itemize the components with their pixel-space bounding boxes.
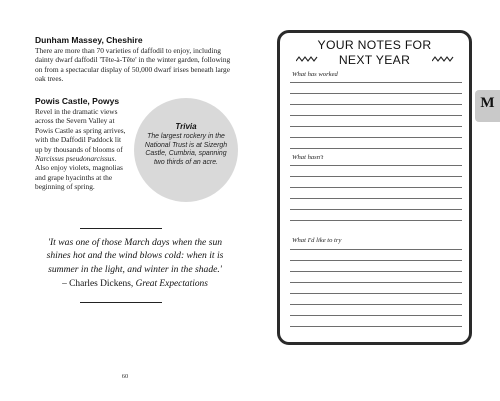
powis-text-part1: Revel in the dramatic views across the Severn Valley at Powis Castle as spring arrives, with the Daffodil Paddock lit up by thousands of blooms of bbox=[35, 107, 126, 154]
note-line bbox=[290, 209, 462, 210]
notes-heading-line-1: YOUR NOTES FOR bbox=[317, 38, 432, 52]
quote-source: Great Expectations bbox=[135, 279, 208, 289]
note-line bbox=[290, 82, 462, 83]
note-line bbox=[290, 198, 462, 199]
quote-rule-bottom bbox=[80, 302, 162, 303]
note-line bbox=[290, 187, 462, 188]
section-label-what-hasnt: What hasn't bbox=[292, 154, 324, 161]
dunham-massey-title: Dunham Massey, Cheshire bbox=[35, 35, 143, 45]
powis-castle-text bbox=[35, 107, 129, 192]
trivia-text: The largest rockery in the National Trust is at Sizergh Castle, Cumbria, spanning two thirds of an acre. bbox=[144, 133, 228, 166]
note-line bbox=[290, 104, 462, 105]
note-line bbox=[290, 165, 462, 166]
powis-text-part2: . Also enjoy violets, magnolias and grape hyacinths at the beginning of spring. bbox=[35, 154, 123, 192]
note-line bbox=[290, 293, 462, 294]
zigzag-ornament-left bbox=[296, 55, 318, 63]
note-line bbox=[290, 315, 462, 316]
dunham-massey-text: There are more than 70 varieties of daffodil to enjoy, including dainty dwarf daffodil 'Tête-à-Tête' in the winter garden, following on from a spectacular display of 50,000 dwarf irises beneath large oak trees. bbox=[35, 46, 231, 84]
note-line bbox=[290, 260, 462, 261]
section-label-what-id-like-to-try: What I'd like to try bbox=[292, 237, 342, 244]
note-line bbox=[290, 282, 462, 283]
zigzag-ornament-right bbox=[432, 55, 454, 63]
note-line bbox=[290, 326, 462, 327]
month-tab-letter: M bbox=[480, 95, 495, 111]
notes-heading-line-2: NEXT YEAR bbox=[338, 53, 411, 67]
note-line bbox=[290, 115, 462, 116]
note-line bbox=[290, 148, 462, 149]
note-line bbox=[290, 137, 462, 138]
dickens-quote: 'It was one of those March days when the sun shines hot and the wind blows cold: when it is summer in the light, and winter in the shade.' bbox=[46, 237, 224, 275]
note-line bbox=[290, 271, 462, 272]
note-line bbox=[290, 176, 462, 177]
quote-author: – Charles Dickens, bbox=[62, 279, 136, 289]
page-number: 60 bbox=[121, 373, 129, 380]
section-label-what-has-worked: What has worked bbox=[292, 71, 338, 78]
quote-rule-top bbox=[80, 228, 162, 229]
note-line bbox=[290, 93, 462, 94]
powis-text-latin-name: Narcissus pseudonarcissus bbox=[35, 154, 115, 164]
note-line bbox=[290, 304, 462, 305]
powis-castle-title: Powis Castle, Powys bbox=[35, 96, 120, 106]
note-line bbox=[290, 220, 462, 221]
quote-attribution bbox=[37, 279, 233, 289]
trivia-title: Trivia bbox=[175, 122, 197, 131]
note-line bbox=[290, 126, 462, 127]
note-line bbox=[290, 249, 462, 250]
